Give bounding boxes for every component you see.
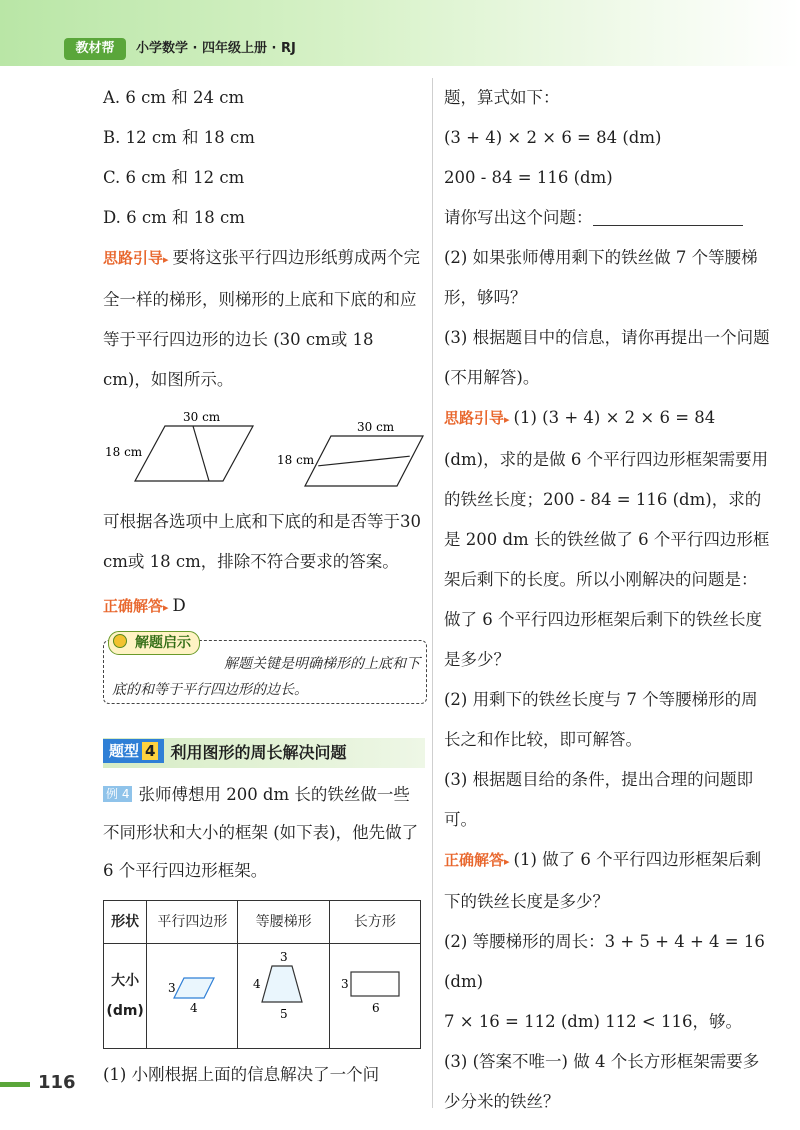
svg-text:4: 4	[252, 977, 261, 991]
table-header: 等腰梯形	[238, 901, 329, 944]
answer-1: (1) 做了 6 个平行四边形框架后剩下的铁丝长度是多少？	[444, 850, 762, 911]
answer-2a: (2) 等腰梯形的周长：3 + 5 + 4 + 4 = 16 (dm)	[444, 932, 765, 991]
answer-paragraph-right	[444, 840, 770, 922]
answer-2b: 7 × 16 = 112 (dm) 112 < 116，够。	[444, 1012, 742, 1031]
triangle-icon: ▸	[504, 413, 510, 426]
question-1-end: 题，算式如下：	[444, 88, 560, 107]
guide-2: (2) 用剩下的铁丝长度与 7 个等腰梯形的周长之和作比较，即可解答。	[444, 690, 758, 749]
series-title: 小学数学 · 四年级上册 · RJ	[136, 41, 296, 56]
answer-label: 正确解答	[444, 851, 505, 869]
option-c: C. 6 cm 和 12 cm	[103, 168, 245, 187]
triangle-icon: ▸	[163, 253, 169, 266]
lightbulb-icon	[113, 634, 127, 648]
page-number: 116	[38, 1072, 76, 1093]
guide-text: 要将这张平行四边形纸剪成两个完全一样的梯形，则梯形的上底和下底的和应等于平行四边形的边长 (30 cm或 18 cm)，如图所示。	[103, 248, 421, 389]
guide-1: (1) (3 + 4) × 2 × 6 = 84 (dm)，求的是做 6 个平行四边形框架需要用的铁丝长度；200 - 84 = 116 (dm)，求的是 200 dm 长的铁丝做了 6 个平行四边形框架后剩下的长度。所以小刚解决的问题是：做了 6 个平行四边形框架后剩下的铁丝长度是多少？	[444, 408, 770, 669]
hint-box	[103, 635, 427, 704]
svg-text:3: 3	[168, 981, 176, 995]
figure-2	[275, 406, 425, 496]
answer-value: D	[172, 596, 186, 615]
calc-line-2: 200 - 84 = 116 (dm)	[444, 168, 613, 187]
right-column	[444, 78, 770, 1122]
question-2: (2) 如果张师傅用剩下的铁丝做 7 个等腰梯形，够吗？	[444, 248, 758, 307]
example-text: 张师傅想用 200 dm 长的铁丝做一些不同形状和大小的框架 (如下表)，他先做了 6 个平行四边形框架。	[103, 785, 419, 880]
brand-badge: 教材帮	[64, 38, 126, 60]
calc-line-1: (3 + 4) × 2 × 6 = 84 (dm)	[444, 128, 662, 147]
left-column	[103, 78, 423, 1095]
parallelogram-cell	[147, 944, 238, 1049]
parallelogram-figures	[103, 406, 423, 498]
ask-line: 请你写出这个问题：	[444, 198, 770, 238]
svg-text:4: 4	[190, 1001, 198, 1015]
svg-text:3: 3	[279, 950, 288, 964]
table-header: 形状	[104, 901, 147, 944]
triangle-icon: ▸	[163, 601, 169, 614]
answer-line	[103, 586, 423, 628]
guide-label: 思路引导	[103, 249, 164, 267]
section-heading	[103, 738, 425, 768]
answer-label: 正确解答	[103, 597, 164, 615]
question-1-start: (1) 小刚根据上面的信息解决了一个问	[103, 1065, 380, 1084]
rectangle-cell	[329, 944, 420, 1049]
guide-label: 思路引导	[444, 409, 505, 427]
table-row-label: 大小 (dm)	[104, 944, 147, 1049]
hint-label: 解题启示	[108, 631, 200, 655]
guide-paragraph-right	[444, 398, 770, 680]
answer-3: (3) (答案不唯一) 做 4 个长方形框架需要多少分米的铁丝？	[444, 1052, 760, 1111]
page-header	[0, 0, 800, 66]
hint-text: 解题关键是明确梯形的上底和下底的和等于平行四边形的边长。	[112, 656, 420, 698]
guide-3: (3) 根据题目给的条件，提出合理的问题即可。	[444, 770, 754, 829]
svg-text:5: 5	[279, 1007, 288, 1021]
fig1-top-label: 30 cm	[183, 410, 221, 424]
answer-blank	[593, 207, 743, 226]
table-header: 平行四边形	[147, 901, 238, 944]
fig1-side-label: 18 cm	[105, 445, 143, 459]
section-title: 利用图形的周长解决问题	[170, 743, 347, 762]
example-paragraph	[103, 776, 423, 890]
fig2-side-label: 18 cm	[277, 453, 315, 467]
trapezoid-cell	[238, 944, 329, 1049]
fig2-top-label: 30 cm	[357, 420, 395, 434]
column-divider	[432, 78, 433, 1108]
example-badge: 例 4	[103, 786, 132, 802]
section-badge: 题型 4	[103, 739, 164, 763]
guide-paragraph	[103, 238, 423, 400]
guide-text-2: 可根据各选项中上底和下底的和是否等于30 cm或 18 cm，排除不符合要求的答案。	[103, 512, 421, 571]
figure-1	[105, 406, 255, 496]
svg-text:3: 3	[340, 977, 349, 991]
option-d: D. 6 cm 和 18 cm	[103, 208, 245, 227]
table-header: 长方形	[329, 901, 420, 944]
page-number-bar	[0, 1082, 30, 1087]
option-a: A. 6 cm 和 24 cm	[103, 88, 245, 107]
svg-text:6: 6	[371, 1001, 380, 1015]
option-b: B. 12 cm 和 18 cm	[103, 128, 255, 147]
shape-table	[103, 900, 421, 1049]
triangle-icon: ▸	[504, 855, 510, 868]
question-3: (3) 根据题目中的信息，请你再提出一个问题 (不用解答)。	[444, 328, 770, 387]
